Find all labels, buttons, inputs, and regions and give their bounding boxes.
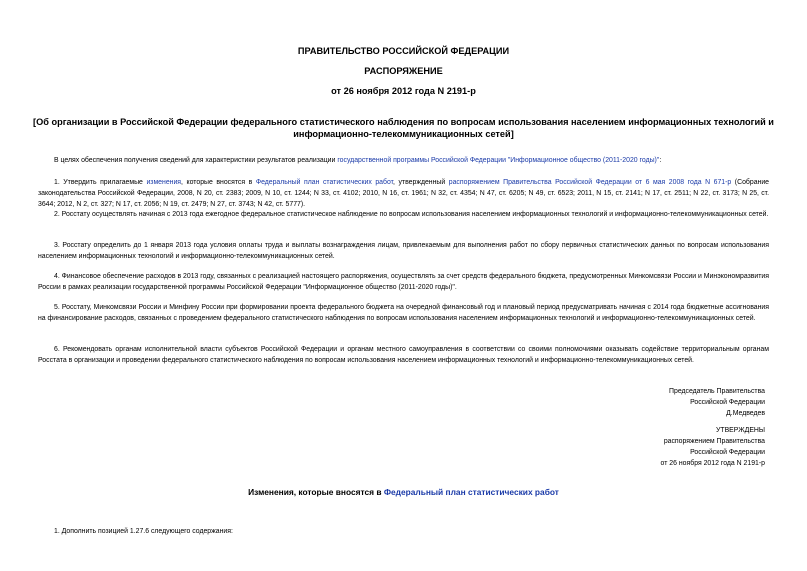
p3-text: 3. Росстату определить до 1 января 2013 года условия оплаты труда и выплаты вознаграждения лицам, привлекаемым для выполнения работ по сбору первичных статистических данных по вопросам использования населением информационных технологий и информационно-телекоммуникационных сетей. [38,242,769,260]
p1-text-c: , утвержденный [393,179,449,186]
p1-text-b: , которые вносятся в [181,179,256,186]
signature-block [669,386,765,419]
document-type: РАСПОРЯЖЕНИЕ [364,66,443,76]
approval-block [661,425,765,469]
p1-text-a: 1. Утвердить прилагаемые [54,179,147,186]
signature-country: Российской Федерации [690,399,765,406]
government-heading: ПРАВИТЕЛЬСТВО РОССИЙСКОЙ ФЕДЕРАЦИИ [297,46,510,56]
p6-text: 6. Рекомендовать органам исполнительной власти субъектов Российской Федерации и органам местного самоуправления в соответствии со своими полномочиями оказывать содействие территориальным органам Росстата в организации и проведении федерального статистического наблюдения по вопросам использования населением информационных технологий и информационно-телекоммуникационных сетей. [38,346,769,364]
changes-plan-link[interactable]: Федеральный план статистических работ [383,487,559,497]
paragraph-2 [38,209,769,220]
paragraph-3 [38,240,769,262]
changes-item-1 [38,526,769,537]
intro-paragraph [38,155,769,166]
p5-text: 5. Росстату, Минкомсвязи России и Минфину России при формировании проекта федерального бюджета на очередной финансовый год и плановый период предусматривать начиная с 2014 года бюджетные ассигнования на финансирование расходов, связанных с проведением федерального статистического наблюдения по вопросам использования населением информационных технологий и информационно-телекоммуникационных сетей. [38,304,769,322]
paragraph-6 [38,344,769,366]
changes-link[interactable]: изменения [146,179,182,186]
p2-text: 2. Росстату осуществлять начиная с 2013 года ежегодное федеральное статистическое наблюдение по вопросам использования населением информационных технологий и информационно-телекоммуникационных сетей. [54,211,769,218]
changes-title-text: Изменения, которые вносятся в [248,487,384,497]
signature-position: Председатель Правительства [669,388,765,395]
document-title: [Об организации в Российской Федерации федерального статистического наблюдения по вопросам использования населением информационных технологий и информационно-телекоммуникационных сетей] [33,117,774,139]
document-date-number: от 26 ноября 2012 года N 2191-р [331,86,476,96]
changes-item-text: 1. Дополнить позицией 1.27.6 следующего содержания: [54,528,233,535]
p4-text: 4. Финансовое обеспечение расходов в 2013 году, связанных с реализацией настоящего распоряжения, осуществлять за счет средств федерального бюджета, предусмотренных Минкомсвязи России и Минэкономразвития России в рамках реализации государственной программы Российской Федерации "Информационное общество (2011-2020 годы)". [38,273,769,291]
approved-by: распоряжением Правительства [663,438,765,445]
approved-country: Российской Федерации [690,449,765,456]
paragraph-5 [38,302,769,324]
intro-colon: : [659,157,662,164]
paragraph-1 [38,177,769,210]
order-671-link[interactable]: распоряжением Правительства Российской Федерации от 6 мая 2008 года N 671-р [448,179,732,186]
intro-text: В целях обеспечения получения сведений для характеристики результатов реализации [54,157,338,164]
signature-name: Д.Медведев [726,410,765,417]
changes-title [0,487,807,497]
state-program-link[interactable]: государственной программы Российской Федерации "Информационное общество (2011-2020 годы)" [337,157,660,164]
paragraph-4 [38,271,769,293]
p1-text-d: (Собрание законодательства Российской Федерации, 2008, N 20, ст. 2383; 2009, N 10, ст. 1244; N 33, ст. 4102; 2010, N 16, ст. 1961; N 32, ст. 4354; N 47, ст. 6205; N 49, ст. 6523; 2011, N 15, ст. 2141; N 17, ст. 2511; N 22, ст. 3173; N 25, ст. 3644; 2012, N 2, ст. 327; N 17, ст. 2056; N 19, ст. 2479; N 27, ст. 3743; N 42, ст. 5777). [38,179,770,208]
approved-date: от 26 ноября 2012 года N 2191-р [660,460,765,467]
approved-label: УТВЕРЖДЕНЫ [716,427,765,434]
federal-plan-link[interactable]: Федеральный план статистических работ [255,179,394,186]
